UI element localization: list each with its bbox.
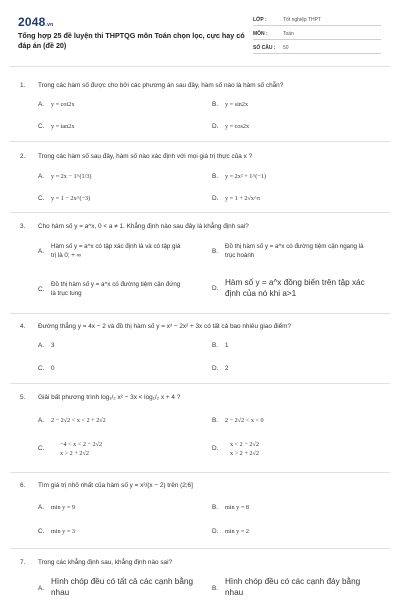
question-number: 4. xyxy=(20,323,26,330)
option-label: D. xyxy=(212,123,219,130)
question-text: Tìm giá trị nhỏ nhất của hàm số y = x²/(x − 2) trên (2;6] xyxy=(38,482,193,489)
question-text: Trong các hàm số sau đây, hàm số nào xác định với mọi giá trị thực của x ? xyxy=(38,153,253,160)
question-divider xyxy=(10,472,390,473)
meta-class-value: Tốt nghiệp THPT xyxy=(283,17,321,23)
question-number: 5. xyxy=(20,394,26,401)
option-text: Hình chóp đều có tất cả các cạnh bằng nhau xyxy=(51,577,194,597)
meta-subject xyxy=(253,28,381,40)
option-label: B. xyxy=(212,504,219,511)
question-divider xyxy=(10,313,390,314)
option-text: 2 xyxy=(225,365,229,372)
option-label: A. xyxy=(38,417,45,424)
option-text: 2 − 2√2 < x < 0 xyxy=(225,417,264,424)
option-text: y = 2x − 1^(1/3) xyxy=(51,173,92,180)
option-label: A. xyxy=(38,173,45,180)
option-label: C. xyxy=(38,365,45,372)
option-label: D. xyxy=(212,285,219,292)
question-number: 6. xyxy=(20,482,26,489)
option-text: min y = 2 xyxy=(225,528,249,535)
question-text: Trong các hàm số được cho bởi các phương án sau đây, hàm số nào là hàm số chẵn? xyxy=(38,82,284,89)
question-3 xyxy=(20,223,249,230)
meta-subject-value: Toán xyxy=(283,31,294,37)
question-text: Trong các khẳng định sau, khẳng định nào sai? xyxy=(38,559,173,566)
option-label: C. xyxy=(38,445,45,452)
option-label: C. xyxy=(38,195,45,202)
option-text: y = cot2x xyxy=(51,101,75,108)
question-divider xyxy=(10,383,390,384)
option-text: y = 2x² + 1^(−1) xyxy=(225,173,267,180)
option-text: Hàm số y = a^x đồng biến trên tập xác định của nó khi a>1 xyxy=(225,278,365,298)
option-label: D. xyxy=(212,445,219,452)
question-text: Đường thẳng y = 4x − 2 và đồ thị hàm số y = x³ − 2x² + 3x có tất cả bao nhiêu giao điểm? xyxy=(38,323,292,330)
question-number: 3. xyxy=(20,223,26,230)
option-label: B. xyxy=(212,101,219,108)
option-7a[interactable] xyxy=(38,576,198,600)
option-text: y = 1 + 2√x^π xyxy=(225,195,260,202)
meta-class xyxy=(253,14,381,26)
option-text: 2 − 2√2 < x < 2 + 2√2 xyxy=(51,417,106,424)
question-1 xyxy=(20,82,283,89)
question-number: 1. xyxy=(20,82,26,89)
option-label: C. xyxy=(38,528,45,535)
question-6 xyxy=(20,482,193,489)
option-label: C. xyxy=(38,123,45,130)
option-label: D. xyxy=(212,365,219,372)
meta-class-key: LỚP : xyxy=(253,17,267,23)
question-divider xyxy=(10,141,390,142)
option-label: B. xyxy=(212,248,219,255)
option-3c[interactable] xyxy=(38,280,188,302)
question-7 xyxy=(20,559,172,566)
question-number: 7. xyxy=(20,559,26,566)
option-label: A. xyxy=(38,504,45,511)
option-3d[interactable] xyxy=(212,277,382,303)
option-text: Đồ thị hàm số y = a^x có đường tiệm cận ngang là trục hoành xyxy=(225,243,364,259)
option-label: B. xyxy=(212,342,219,349)
option-label: B. xyxy=(212,417,219,424)
option-text: Hình chóp đều có các cạnh đáy bằng nhau xyxy=(225,577,361,597)
option-label: C. xyxy=(38,286,45,293)
header-divider xyxy=(10,66,390,67)
meta-subject-key: MÔN : xyxy=(253,31,268,37)
option-label: A. xyxy=(38,342,45,349)
meta-question-count xyxy=(253,42,381,54)
option-text: 0 xyxy=(51,365,55,372)
option-7b[interactable] xyxy=(212,576,382,600)
meta-count-key: SỐ CÂU : xyxy=(253,45,276,51)
option-3b[interactable] xyxy=(212,242,382,264)
brand-name: 2048 xyxy=(18,15,46,29)
question-4 xyxy=(20,323,291,330)
option-text: Hàm số y = a^x có tập xác định là và có tập giá trị là 0; + ∞ xyxy=(51,243,181,259)
option-text: min y = 9 xyxy=(51,504,75,511)
option-label: A. xyxy=(38,585,45,592)
option-text: Đồ thị hàm số y = a^x có đường tiệm cận đứng là trục tung xyxy=(51,281,181,297)
question-5 xyxy=(20,394,180,401)
option-text: min y = 3 xyxy=(51,528,75,535)
option-3a[interactable] xyxy=(38,242,188,264)
option-text: y = 1 − 2x^(−3) xyxy=(51,195,91,202)
option-label: B. xyxy=(212,585,219,592)
option-text: y = cos2x xyxy=(225,123,250,130)
option-label: A. xyxy=(38,248,45,255)
option-label: D. xyxy=(212,195,219,202)
question-divider xyxy=(10,212,390,213)
question-text: Cho hàm số y = a^x, 0 < a ≠ 1. Khẳng định nào sau đây là khẳng định sai? xyxy=(38,223,249,230)
option-text: −4 < x < 2 − 2√2 x > 2 + 2√2 xyxy=(60,441,103,457)
option-text: min y = 8 xyxy=(225,504,249,511)
question-divider xyxy=(10,548,390,549)
meta-count-value: 50 xyxy=(283,45,289,51)
brand-suffix: .vn xyxy=(45,22,54,28)
option-5c[interactable] xyxy=(38,440,188,460)
question-text: Giải bất phương trình log₁/₂ x² − 3x < log₁/₂ x + 4 ? xyxy=(38,394,181,401)
question-number: 2. xyxy=(20,153,26,160)
option-label: D. xyxy=(212,528,219,535)
option-text: 1 xyxy=(225,342,229,349)
option-label: B. xyxy=(212,173,219,180)
brand-logo[interactable] xyxy=(18,15,53,29)
option-text: y = tan2x xyxy=(51,123,75,130)
option-text: 3 xyxy=(51,342,55,349)
option-5d[interactable] xyxy=(212,440,382,460)
option-text: x < 2 − 2√2 x > 2 + 2√2 xyxy=(230,441,259,457)
question-2 xyxy=(20,153,252,160)
option-label: A. xyxy=(38,101,45,108)
document-title: Tổng hợp 25 đề luyện thi THPTQG môn Toán chọn lọc, cực hay có đáp án (đề 20) xyxy=(18,31,245,50)
option-text: y = sin2x xyxy=(225,101,249,108)
